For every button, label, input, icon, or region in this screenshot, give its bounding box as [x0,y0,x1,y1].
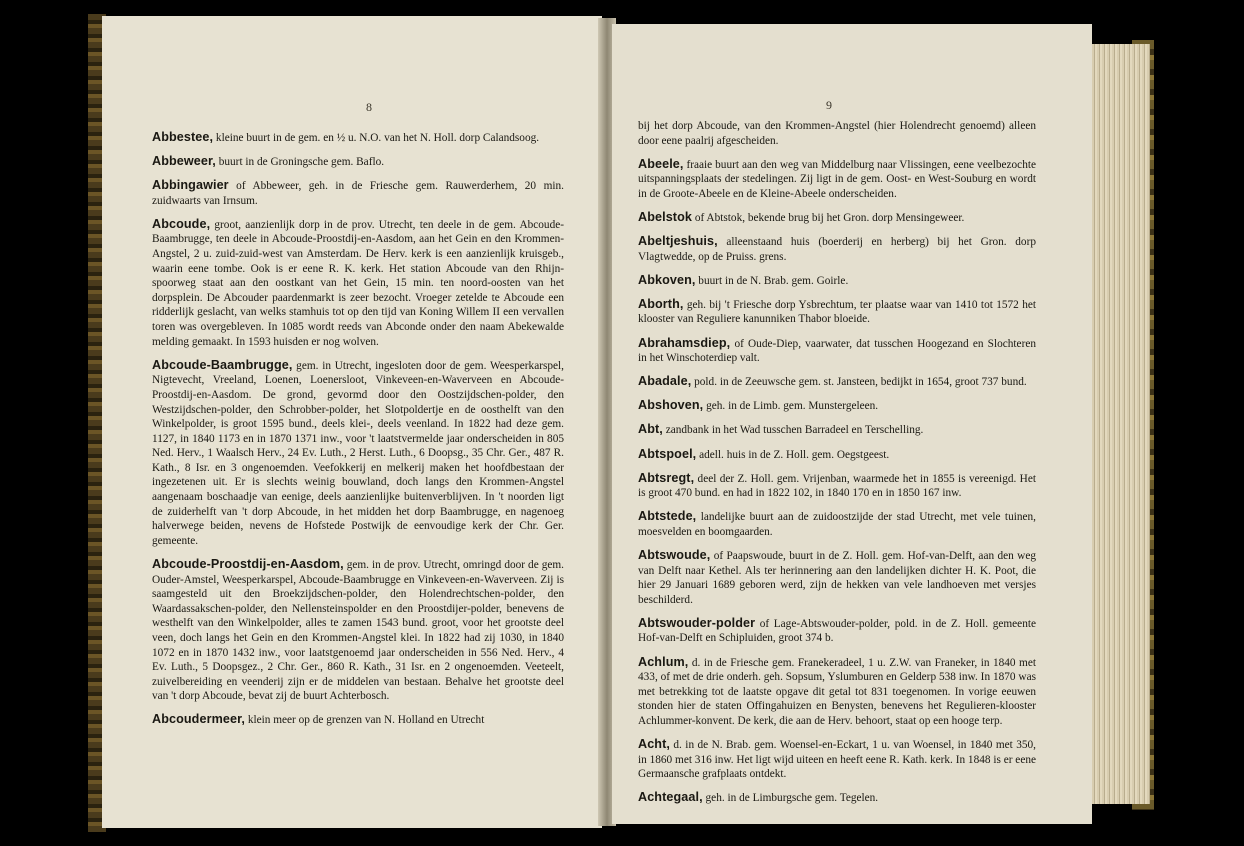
entry-text: of Paapswoude, buurt in de Z. Holl. gem. Hof-van-Delft, aan den weg van Delft naar Kethel. Als ter herinnering aan den landelijken dichter H. K. Poot, die hier 29 Januari 1689 geboren werd, zijn de hekken van vele landhoeven met versjes beschilderd. [638,549,1036,606]
entry-text: gem. in de prov. Utrecht, omringd door de gem. Ouder-Amstel, Weesperkarspel, Abcoude-Baambrugge en Vinkeveen-en-Waverveen. Zij is saamgesteld uit den Broekzijdschen-polder, den Holendrechtschen-polder, den Waardassakschen-polder, den Nellensteinspolder en den Proostdijer-polder, benevens de westhelft van den Winkelpolder, alles te zamen 1543 bund. groot, voor het grootste deel veen, doch langs het Gein en den Krommen-Angstel klei. In 1822 had zij 1030, in 1840 1072 en in 1870 1432 inw., voor laatstgenoemd jaar onderscheiden in 556 Ned. Herv., 4 Ev. Luth., 5 Doopsgez., 2 Chr. Ger., 860 R. Kath., 31 Isr. en 2 ongenoemden. Veeteelt, zuivelbereiding en veenderij zijn er de middelen van bestaan. Behalve het grootste deel van 't dorp Abcoude, bevat zij de buurt Achterbosch. [152,558,564,703]
entry-text: of Abtstok, bekende brug bij het Gron. dorp Mensingeweer. [692,211,965,224]
entry-text: zandbank in het Wad tusschen Barradeel en Terschelling. [662,424,924,437]
left-page [102,16,602,828]
text-column [638,118,1036,814]
dictionary-entry [152,358,564,549]
entry-headword: Abbestee, [152,130,214,144]
entry-headword: Abbingawier [152,178,229,193]
entry-headword: Abeltjeshuis, [638,234,718,249]
dictionary-entry [638,336,1036,366]
dictionary-entry [638,273,1036,289]
entry-text: buurt in de Groningsche gem. Baflo. [215,156,385,169]
entry-text: d. in de Friesche gem. Franekeradeel, 1 u. Z.W. van Franeker, in 1840 met 433, of met de drie onderh. geh. Sopsum, Yslumburen en Gelderp 538 inw. In 1870 was met betrekking tot de laatste opgave dit getal tot 831 toegenomen. In vorige eeuwen stonden hier de staten Offingahuizen en Benysten, benevens het Regulieren-klooster Achlummer-konvent. De kerk, die aan de Herv. behoort, staat op een hooge terp. [638,656,1036,727]
dictionary-entry [638,471,1036,501]
page-number: 8 [366,100,372,114]
entry-headword: Acht, [638,737,670,751]
entry-headword: Abrahamsdiep, [638,335,731,350]
dictionary-entry [638,790,1036,806]
entry-text: bij het dorp Abcoude, van den Krommen-Angstel (hier Holendrecht genoemd) alleen door eene paalrij afgescheiden. [638,120,1036,147]
dictionary-entry [638,548,1036,607]
entry-text: pold. in de Zeeuwsche gem. st. Jansteen, bedijkt in 1654, groot 737 bund. [691,376,1027,389]
entry-headword: Abshoven, [638,398,704,413]
entry-text: gem. in Utrecht, ingesloten door de gem. Weesperkarspel, Nigtevecht, Vreeland, Loenen, Loenersloot, Vinkeveen-en-Waverveen en Abcoude-Proostdij-en-Aasdom. De grond, gevormd door den Oostzijdschen-polder, den Westzijdschen-polder, den Schrobber-polder, het Slotpoldertje en de oosthelft van den Winkelpolder, is groot 1595 bund., deels klei-, deels veenland. In 1822 had deze gem. 1127, in 1840 1173 en in 1870 1371 inw., voor 't laatstvermelde jaar onderscheiden in 805 Ned. Herv., 1 Waalsch Herv., 24 Ev. Luth., 2 Herst. Luth., 6 Doopsg., 35 Chr. Ger., 487 R. Kath., 8 Isr. en 3 ongenoemden. Veefokkerij en melkerij maken het hoofdbestaan der ingezetenen uit. Er is slechts weinig bouwland, doch langs den Krommen-Angstel aangenaam boschaadje van eenige, deels aanzienlijke buitenverblijven. In 't noorden ligt de zuiderhelft van 't dorp Abcoude, in het midden het dorp Baambrugge, en nagenoeg halverwege beiden, nevens de Hofstede Postwijk de eenvoudige kerk der Chr. Ger. gemeente. [152,359,564,547]
dictionary-entry [638,374,1036,390]
entry-text: geh. in de Limb. gem. Munstergeleen. [703,400,879,413]
dictionary-entry [638,118,1036,148]
entry-text: klein meer op de grenzen van N. Holland en Utrecht [245,714,485,727]
dictionary-entry [638,655,1036,729]
entry-headword: Abtsregt, [638,470,695,485]
dictionary-entry [638,616,1036,646]
entry-headword: Abelstok [638,209,692,224]
dictionary-entry [638,157,1036,202]
dictionary-entry [638,737,1036,782]
entry-headword: Abkoven, [638,272,696,287]
entry-headword: Achlum, [638,654,689,669]
entry-text: d. in de N. Brab. gem. Woensel-en-Eckart, 1 u. van Woensel, in 1840 met 350, in 1860 met 316 inw. Het ligt wijd uiteen en heeft eene R. Kath. kerk. In 1848 is er eene Germaansche grafplaats ontdekt. [638,739,1036,781]
entry-headword: Aborth, [638,296,684,311]
book-page-stack [1092,44,1150,804]
dictionary-entry [152,712,564,728]
entry-headword: Abcoudermeer, [152,712,245,727]
entry-headword: Abeele, [638,156,684,171]
entry-headword: Abadale, [638,374,692,389]
entry-headword: Abcoude-Baambrugge, [152,357,293,372]
right-page [612,24,1092,824]
text-column [152,130,564,736]
dictionary-entry [638,210,1036,226]
entry-text: alleenstaand huis (boerderij en herberg) bij het Gron. dorp Vlagtwedde, op de Pruiss. grens. [638,236,1036,263]
dictionary-entry [638,447,1036,463]
dictionary-entry [638,509,1036,539]
entry-text: of Abbeweer, geh. in de Friesche gem. Rauwerderhem, 20 min. zuidwaarts van Irnsum. [152,180,564,207]
entry-headword: Abcoude, [152,216,211,231]
entry-headword: Abtstede, [638,509,697,524]
dictionary-entry [152,557,564,704]
entry-text: geh. in de Limburgsche gem. Tegelen. [702,792,879,805]
dictionary-entry [638,398,1036,414]
dictionary-entry [152,217,564,349]
entry-text: buurt in de N. Brab. gem. Goirle. [695,274,849,287]
dictionary-entry [638,234,1036,264]
entry-text: of Oude-Diep, vaarwater, dat tusschen Hoogezand en Slochteren in het Winschoterdiep valt. [638,337,1036,365]
entry-text: geh. bij 't Friesche dorp Ysbrechtum, ter plaatse waar van 1410 tot 1572 het klooster van Reguliere kanunniken Thabor bloeide. [638,298,1036,326]
entry-text: fraaie buurt aan den weg van Middelburg naar Vlissingen, eene veelbezochte uitspanningsplaats der stedelingen. Zij ligt in de gem. Oost- en West-Souburg en wordt in de Groote-Abeele en de Kleine-Abeele onderscheiden. [638,158,1036,200]
entry-text: of Lage-Abtswouder-polder, pold. in de Z. Holl. gemeente Hof-van-Delft en Schipluiden, groot 374 b. [638,617,1036,645]
entry-headword: Abbeweer, [152,154,216,169]
entry-headword: Abt, [638,422,663,437]
entry-text: deel der Z. Holl. gem. Vrijenban, waarmede het in 1855 is vereenigd. Het is groot 470 bund. en had in 1822 102, in 1840 170 en in 1850 167 inw. [638,472,1036,500]
entry-headword: Abcoude-Proostdij-en-Aasdom, [152,556,344,571]
dictionary-entry [152,130,564,146]
entry-headword: Abtspoel, [638,446,697,461]
dictionary-entry [638,422,1036,438]
page-number: 9 [826,98,832,112]
entry-headword: Achtegaal, [638,790,703,805]
entry-text: adell. huis in de Z. Holl. gem. Oegstgeest. [696,448,890,461]
entry-text: landelijke buurt aan de zuidoostzijde der stad Utrecht, met vele tuinen, moesvelden en boomgaarden. [638,511,1036,538]
entry-headword: Abtswouder-polder [638,615,756,630]
entry-text: kleine buurt in de gem. en ½ u. N.O. van het N. Holl. dorp Calandsoog. [213,132,540,144]
dictionary-entry [152,154,564,170]
dictionary-entry [152,178,564,208]
entry-text: groot, aanzienlijk dorp in de prov. Utrecht, ten deele in de gem. Abcoude-Baambrugge, ten deele in Abcoude-Proostdij-en-Aasdom, aan het Gein en den Krommen-Angstel, 2 u. zuid-zuid-west van Amsterdam. De Herv. kerk is een aanzienlijk kruisgeb., waarin eene tombe. Ook is er eene R. K. kerk. Het station Abcoude van den Rhijn-spoorweg staat aan den oostkant van het Gein, 15 min. ten noord-oosten van het dorpsplein. De Abcouder paardenmarkt is zeer bezocht. Vroeger zetelde te Abcoude een ridderlijk geslacht, van welks stamhuis tot op den tijd van Koning Willem II een vervallen toren was overgebleven. In 1085 wordt reeds van Abconde onder den naam Abekewalde melding gemaakt. In 1593 huisden er nog wolven. [152,218,564,348]
entry-headword: Abtswoude, [638,547,711,562]
dictionary-entry [638,297,1036,327]
